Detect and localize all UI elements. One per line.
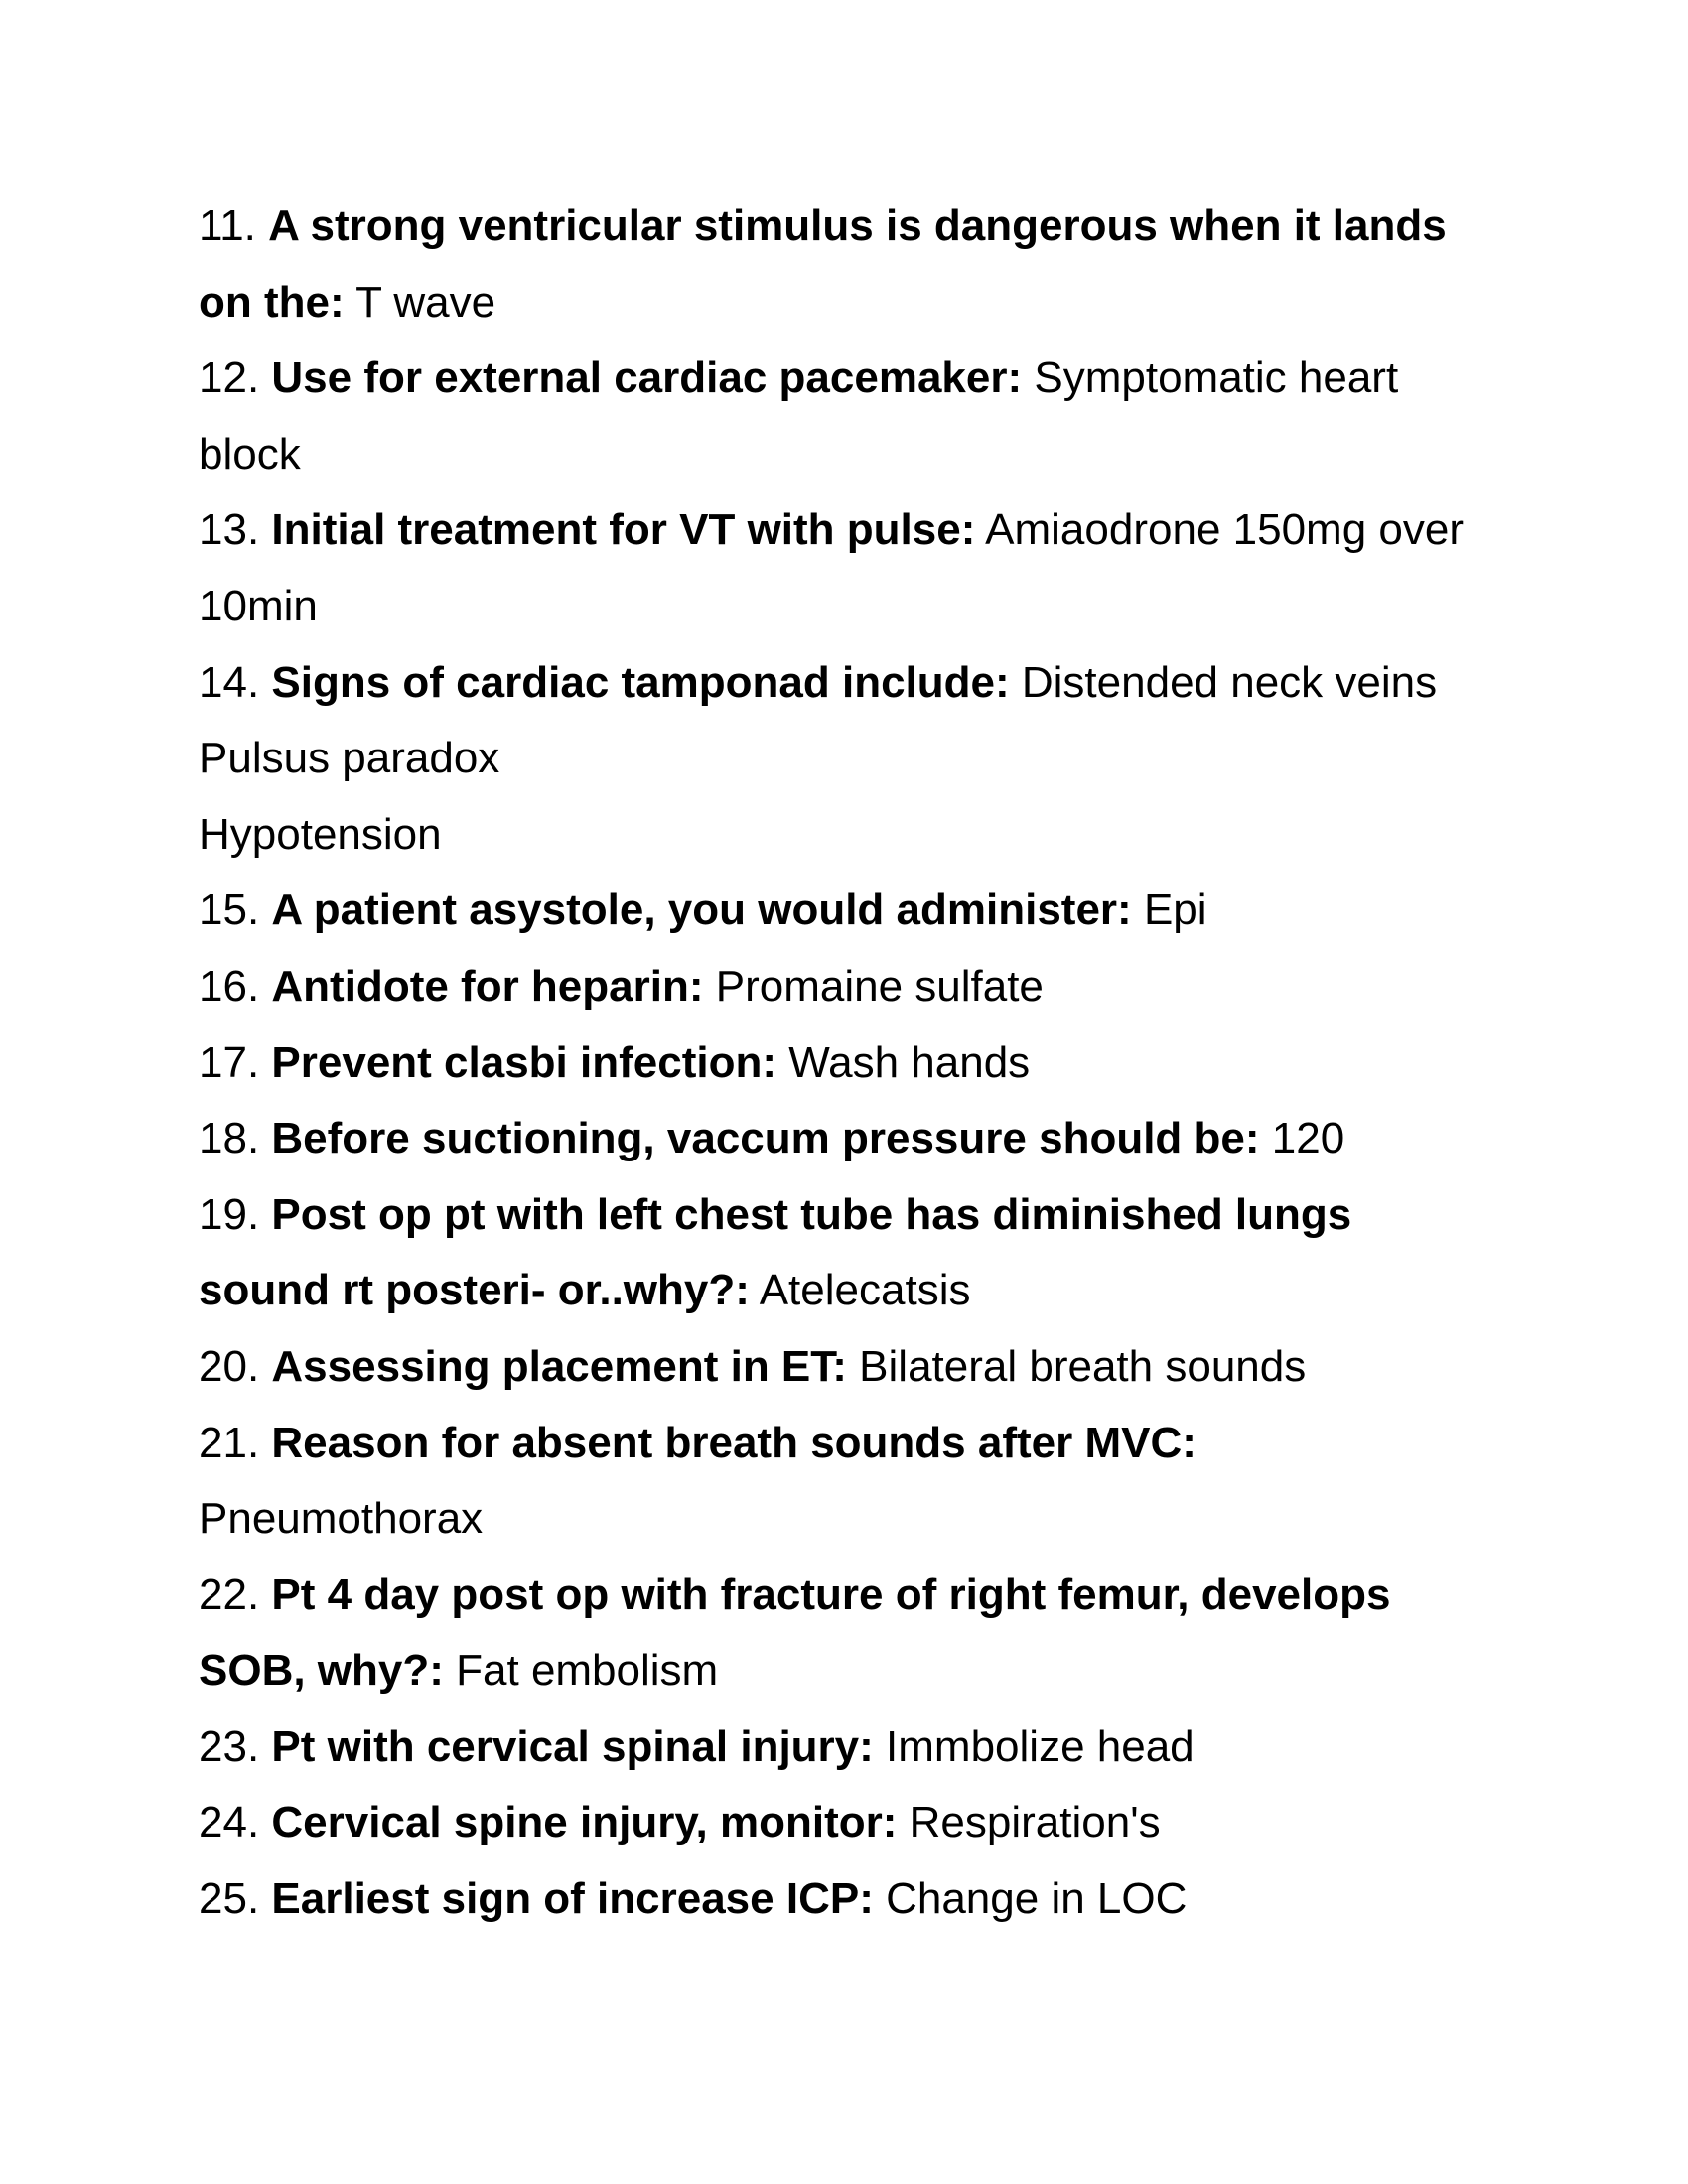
qa-item (199, 1861, 1489, 1938)
qa-item (199, 1101, 1489, 1177)
item-number: 21. (199, 1418, 260, 1467)
question-text: sound rt posteri- or..why?: (199, 1266, 750, 1315)
question-text: Signs of cardiac tamponad include: (271, 657, 1010, 707)
text-line (199, 265, 1489, 341)
text-line (199, 417, 1489, 493)
question-text: Use for external cardiac pacemaker: (271, 353, 1023, 403)
text-line (199, 645, 1489, 722)
text-line (199, 1406, 1489, 1482)
item-number: 24. (199, 1798, 260, 1847)
answer-text: Pulsus paradox (199, 734, 500, 783)
question-text: A patient asystole, you would administer: (271, 886, 1132, 935)
answer-text: Distended neck veins (1021, 657, 1438, 707)
qa-item (199, 873, 1489, 949)
question-text: Before suctioning, vaccum pressure should be: (271, 1114, 1260, 1163)
answer-text: T wave (355, 277, 496, 327)
qa-item (199, 1785, 1489, 1861)
item-number: 16. (199, 961, 260, 1011)
question-text: A strong ventricular stimulus is dangerous when it lands (268, 202, 1447, 250)
text-line (199, 873, 1489, 949)
item-number: 22. (199, 1570, 260, 1619)
text-line (199, 189, 1489, 265)
item-number: 13. (199, 505, 260, 555)
answer-text: Respiration's (909, 1798, 1161, 1847)
qa-item (199, 1406, 1489, 1558)
text-line (199, 721, 1489, 797)
question-text: Antidote for heparin: (271, 961, 704, 1011)
text-line (199, 797, 1489, 874)
item-number: 20. (199, 1341, 260, 1391)
question-text: Reason for absent breath sounds after MVC: (271, 1418, 1196, 1467)
answer-text: Epi (1143, 886, 1207, 935)
qa-item (199, 1025, 1489, 1102)
qa-item (199, 492, 1489, 644)
question-text: Post op pt with left chest tube has diminished lungs (271, 1189, 1352, 1239)
item-number: 14. (199, 657, 260, 707)
question-text: Cervical spine injury, monitor: (271, 1798, 898, 1847)
text-line (199, 1633, 1489, 1709)
question-text: SOB, why?: (199, 1646, 444, 1696)
item-number: 19. (199, 1189, 260, 1239)
text-line (199, 1025, 1489, 1102)
text-line (199, 492, 1489, 569)
text-line (199, 1329, 1489, 1406)
answer-text: Amiaodrone 150mg over (985, 505, 1464, 555)
answer-text: Immbolize head (886, 1721, 1195, 1771)
text-line (199, 1253, 1489, 1329)
text-line (199, 1558, 1489, 1634)
question-text: on the: (199, 277, 345, 327)
question-text: Pt 4 day post op with fracture of right femur, develops (271, 1570, 1391, 1619)
item-number: 25. (199, 1874, 260, 1924)
item-number: 11. (199, 202, 256, 250)
answer-text: Bilateral breath sounds (859, 1341, 1307, 1391)
item-number: 17. (199, 1037, 260, 1087)
answer-text: 10min (199, 581, 318, 630)
text-line (199, 341, 1489, 417)
answer-text: block (199, 429, 301, 478)
answer-text: Wash hands (788, 1037, 1031, 1087)
text-line (199, 1481, 1489, 1558)
answer-text: Fat embolism (456, 1646, 719, 1696)
qa-item (199, 949, 1489, 1025)
text-line (199, 1785, 1489, 1861)
qa-list (199, 189, 1489, 1938)
item-number: 18. (199, 1114, 260, 1163)
text-line (199, 1101, 1489, 1177)
question-text: Prevent clasbi infection: (271, 1037, 776, 1087)
qa-item (199, 1329, 1489, 1406)
qa-item (199, 189, 1489, 341)
text-line (199, 569, 1489, 645)
item-number: 12. (199, 353, 260, 403)
text-line (199, 949, 1489, 1025)
qa-item (199, 645, 1489, 874)
answer-text: Promaine sulfate (715, 961, 1044, 1011)
qa-item (199, 1558, 1489, 1709)
answer-text: Symptomatic heart (1034, 353, 1399, 403)
text-line (199, 1177, 1489, 1254)
item-number: 23. (199, 1721, 260, 1771)
question-text: Assessing placement in ET: (271, 1341, 847, 1391)
item-number: 15. (199, 886, 260, 935)
text-line (199, 1709, 1489, 1786)
answer-text: Atelecatsis (759, 1266, 971, 1315)
answer-text: 120 (1271, 1114, 1345, 1163)
question-text: Earliest sign of increase ICP: (271, 1874, 874, 1924)
qa-item (199, 1709, 1489, 1786)
text-line (199, 1861, 1489, 1938)
question-text: Pt with cervical spinal injury: (271, 1721, 874, 1771)
answer-text: Hypotension (199, 809, 442, 859)
qa-item (199, 1177, 1489, 1329)
question-text: Initial treatment for VT with pulse: (271, 505, 976, 555)
answer-text: Pneumothorax (199, 1494, 484, 1544)
qa-item (199, 341, 1489, 492)
answer-text: Change in LOC (886, 1874, 1188, 1924)
